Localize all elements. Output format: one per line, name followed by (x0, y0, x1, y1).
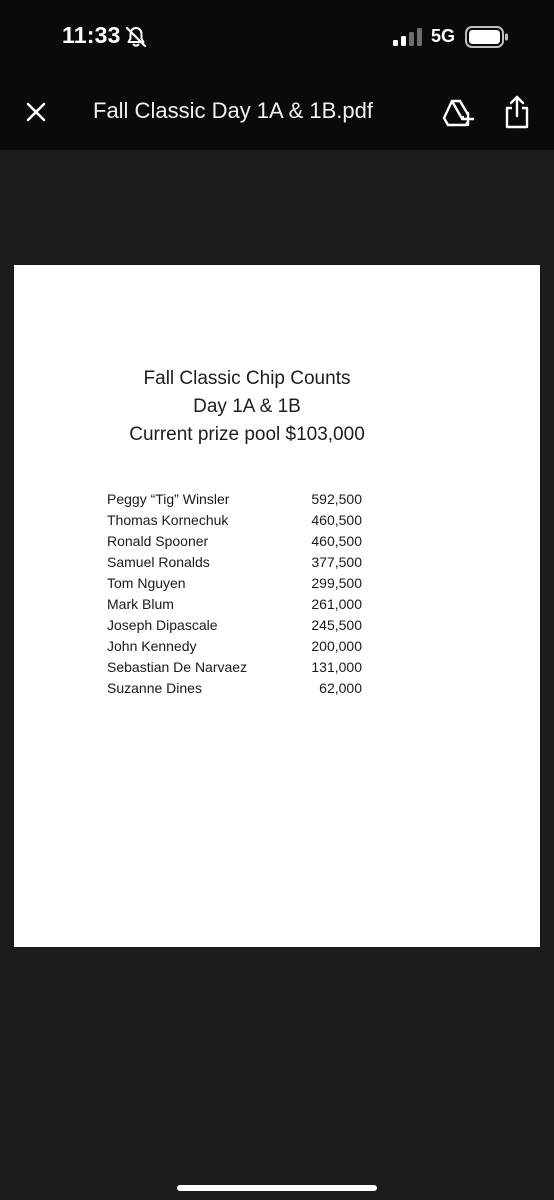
status-time: 11:33 (62, 22, 121, 48)
list-item (107, 594, 362, 615)
heading-title: Fall Classic Chip Counts (143, 368, 351, 389)
list-item (107, 615, 362, 636)
player-name: Sebastian De Narvaez (107, 659, 248, 675)
share-icon[interactable] (502, 94, 532, 130)
chip-count: 62,000 (319, 680, 362, 696)
home-indicator[interactable] (177, 1185, 377, 1191)
chip-count: 261,000 (311, 596, 362, 612)
list-item (107, 552, 362, 573)
list-item (107, 657, 362, 678)
chip-count: 200,000 (311, 638, 362, 654)
bell-slash-icon (124, 25, 148, 49)
chip-count: 377,500 (311, 554, 362, 570)
player-name: John Kennedy (107, 638, 197, 654)
document-heading (14, 365, 480, 449)
player-name: Joseph Dipascale (107, 617, 218, 633)
player-name: Mark Blum (107, 596, 174, 612)
list-item (107, 573, 362, 594)
battery-icon (465, 26, 509, 48)
player-name: Thomas Kornechuk (107, 512, 229, 528)
player-name: Suzanne Dines (107, 680, 202, 696)
chip-count: 131,000 (311, 659, 362, 675)
list-item (107, 510, 362, 531)
chip-count: 299,500 (311, 575, 362, 591)
player-name: Samuel Ronalds (107, 554, 210, 570)
pdf-page (14, 265, 540, 947)
player-name: Peggy “Tig” Winsler (107, 491, 230, 507)
chip-count-list (107, 489, 362, 699)
close-button[interactable] (20, 96, 52, 128)
network-type: 5G (431, 26, 456, 46)
chip-count: 245,500 (311, 617, 362, 633)
list-item (107, 489, 362, 510)
heading-prize-pool: Current prize pool $103,000 (129, 424, 365, 445)
list-item (107, 678, 362, 699)
list-item (107, 531, 362, 552)
document-title: Fall Classic Day 1A & 1B.pdf (93, 98, 374, 123)
chip-count: 460,500 (311, 512, 362, 528)
heading-day: Day 1A & 1B (193, 396, 301, 417)
player-name: Ronald Spooner (107, 533, 209, 549)
list-item (107, 636, 362, 657)
chip-count: 592,500 (311, 491, 362, 507)
add-to-drive-icon[interactable] (440, 96, 474, 130)
top-bar (0, 0, 554, 150)
player-name: Tom Nguyen (107, 575, 186, 591)
chip-count: 460,500 (311, 533, 362, 549)
signal-icon (392, 27, 426, 47)
